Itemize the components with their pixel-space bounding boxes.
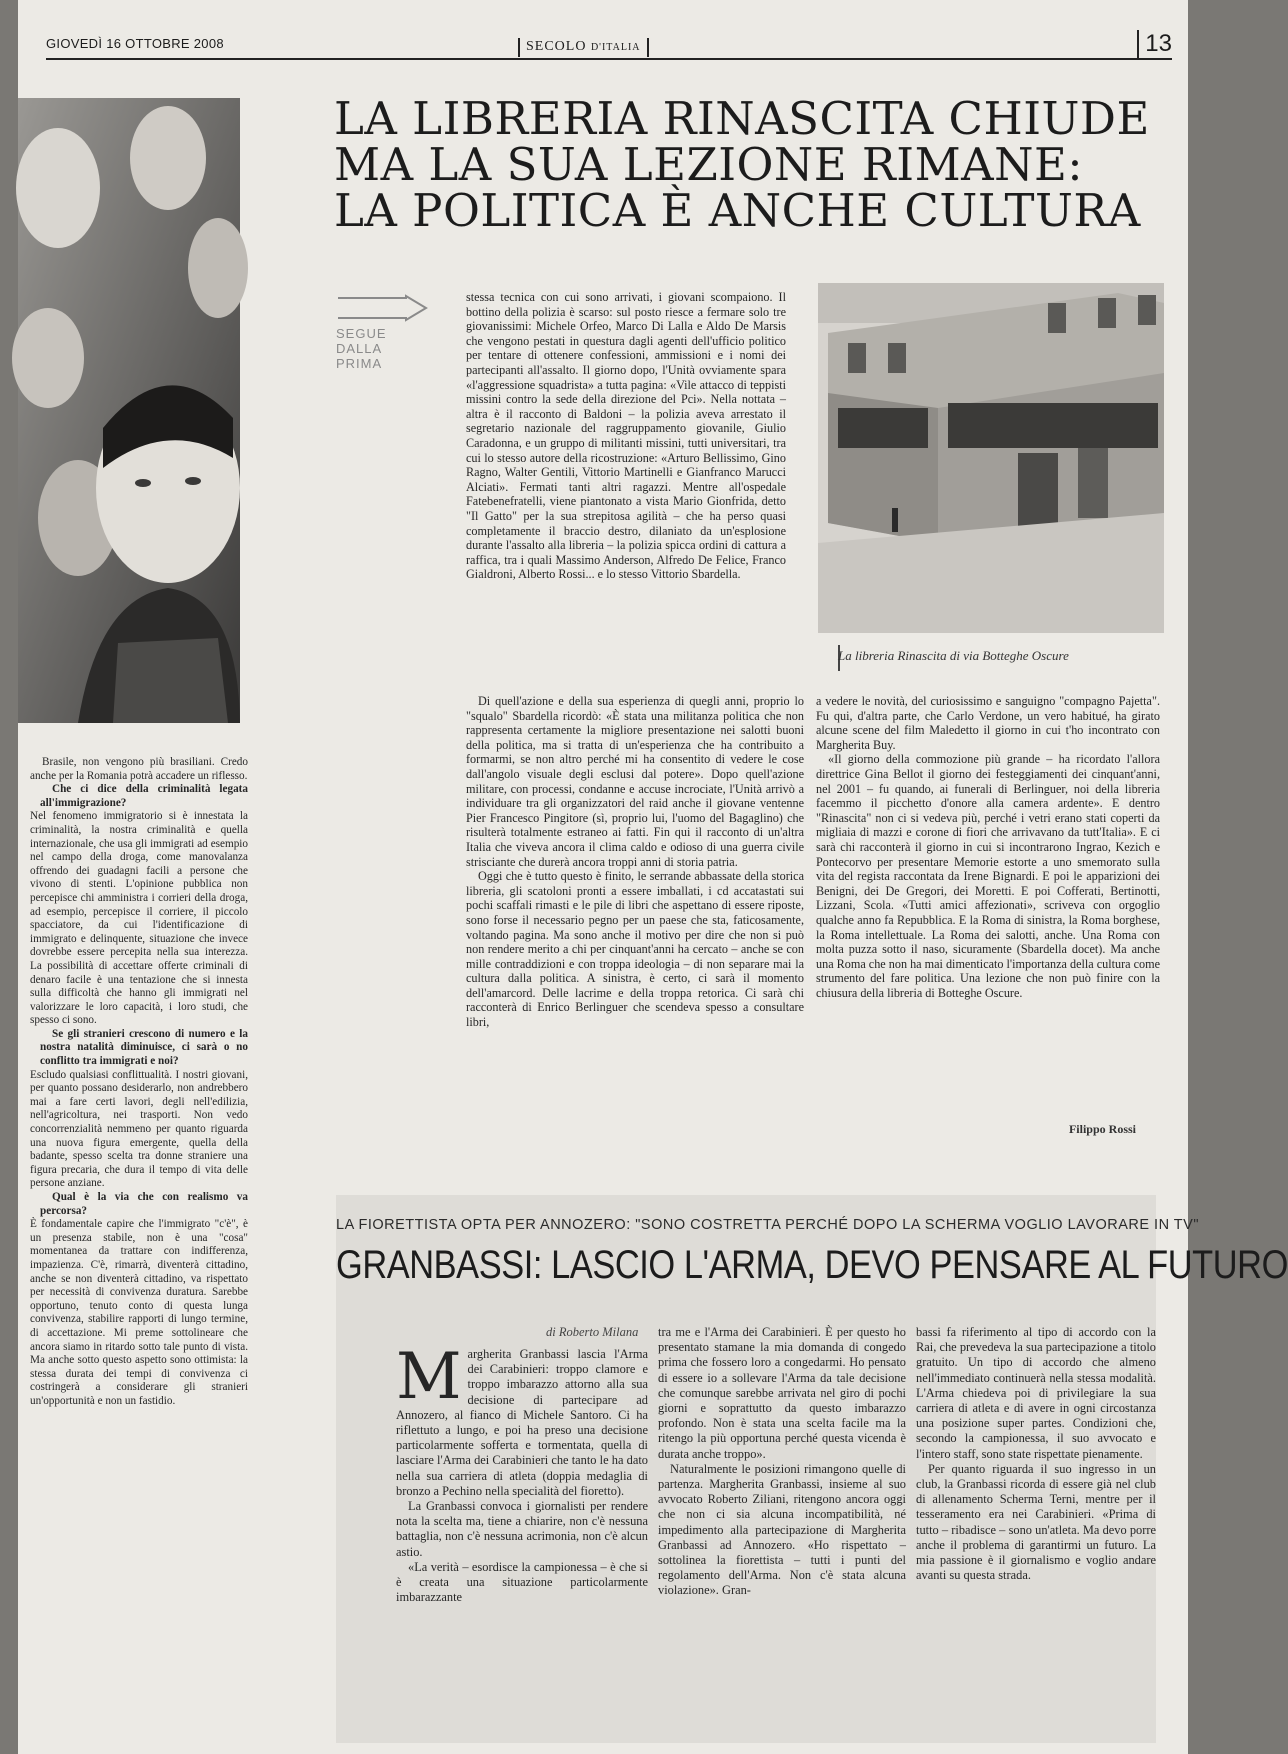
main-article-column-1 (466, 290, 786, 690)
article-paragraph: bassi fa riferimento al tipo di accordo con la Rai, che prevedeva la sua partecipazione a titolo gratuito. Un tipo di accordo che almeno nell'immediato continuerà nella stessa modalità. L'Arma chiedeva poi di privilegiare la sua carriera di atleta e di avere in ogni circostanza una posizione super partes. Condizioni che, secondo la campionessa, il suo avvocato e l'intero staff, sono state rispettate pienamente. (916, 1325, 1156, 1461)
main-headline (334, 92, 1154, 237)
interview-answer: Nel fenomeno immigratorio si è innestata la criminalità, la nostra criminalità e quella internazionale, che usa gli immigrati ad esempio nel campo della droga, come manovalanza offrendo dei guadagni facili a persone che vivono di stenti. L'opinione pubblica non percepisce chi amministra i corrieri della droga, ad esempio, percepisce il corriere, il piccolo spacciatore, da cui l'identificazione di immigrato e delinquente, situazione che invece dovrebbe essere percepita nella sua interezza. La possibilità di accettare offerte criminali di denaro facile è una tentazione che si innesta sulla difficoltà che hanno gli immigrati nel valorizzare le loro capacità, i loro studi, che spesso ci sono. (30, 810, 248, 1027)
main-article-paragraph: a vedere le novità, del curiosissimo e sanguigno "compagno Pajetta". Fu qui, d'altra parte, che Carlo Verdone, un vero habitué, ha girato alcune scene del film Maledetto il giorno in cui t'ho incontrato con Margherita Buy. (816, 694, 1160, 752)
masthead-rule (46, 58, 1172, 60)
article-paragraph: Per quanto riguarda il suo ingresso in un club, la Granbassi ricorda di essere già nel club di allenamento Scherma Terni, mentre per il tesseramento era nei Carabinieri. «Prima di tutto – ribadisce – sono un'atleta. Ma devo porre anche il problema di garantirmi un futuro. La mia passione è il giornalismo e voglio andare avanti su questa strada. (916, 1461, 1156, 1583)
drop-cap: M (396, 1340, 462, 1414)
photo-caption: La libreria Rinascita di via Botteghe Oscure (838, 648, 1069, 663)
article-paragraph: Naturalmente le posizioni rimangono quelle di partenza. Margherita Granbassi, insieme al suo avvocato Roberto Ziliani, ritengono ancora oggi che non ci sia alcuna incompatibilità, né impedimento alla partecipazione di Margherita Granbassi ad Annozero. «Ho rispettato – sottolinea la fiorettista – tutti i punti del regolamento dell'Arma. Non c'è stata alcuna violazione». Gran- (658, 1461, 906, 1598)
main-article-text: stessa tecnica con cui sono arrivati, i giovani scompaiono. Il bottino della polizia è scarso: sul posto riesce a fermare solo tre giovanissimi: Michele Orfeo, Marco Di Lalla e Aldo De Marsis che vengono pestati in questura dagli agenti dell'ufficio politico per tentare di ottenere confessioni, ammissioni e i nomi dei partecipanti all'assalto. Il giorno dopo, l'Unità ovviamente spara «l'aggressione squadrista» a tutta pagina: «Vile attacco di teppisti missini contro la sede della direzione del Pci». Nella nottata – altra è il racconto di Baldoni – la polizia aveva arrestato il segretario nazionale del raggruppamento giovanile, Giulio Caradonna, e un gruppo di militanti missini, tutti universitari, tra cui lo stesso autore della ricostruzione: «Arturo Bellissimo, Gino Ragno, Walter Gentili, Vittorio Martinelli e Gianfranco Marucci Alciati». Fermati tanti altri ragazzi. Mentre all'ospedale Fatebenefratelli, viene piantonato a vista Mario Gionfrida, detto "Il Gatto" per la sua strepitosa agilità – che ha perso quasi completamente il braccio destro, dilaniato da un'esplosione durante l'assalto alla libreria – la polizia spicca ordini di cattura a raffica, tra i quali Massimo Anderson, Alfredo De Felice, Franco Gialdroni, Alberto Rossi... e lo stesso Vittorio Sbardella. (466, 290, 786, 582)
headline-line-2: MA LA SUA LEZIONE RIMANE: (334, 138, 1084, 191)
headline-line-1: LA LIBRERIA RINASCITA CHIUDE (334, 92, 1150, 145)
main-article-paragraph: «Il giorno della commozione più grande – ha ricordato l'allora direttrice Gina Bellot il giorno dei festeggiamenti dei cinquant'anni, nel 2001 – fu quando, ai funerali di Berlinguer, noi della libreria facemmo il picchetto d'onore alla camera ardente». E dentro "Rinascita" non ci si vedeva più, perché i vetri erano stati coperti da migliaia di mazzi e corone di fiori che arrivavano da tutt'Italia». E ci sarà chi racconterà il giorno in cui si incontrarono Ingrao, Kezich e Pontecorvo per presentare Memorie estorte a uno smemorato sulla vita del regista raccontata da Irene Bignardi. E poi le apparizioni dei Benigni, dei De Gregori, dei Moretti. E poi Cofferati, Bertinotti, Lizzani, Scola. «Tutti amici affezionati», scriveva con orgoglio qualche anno fa Repubblica. E la Roma di sinistra, la Roma borghese, la Roma intellettuale. La Roma dei salotti, anche. Una Roma con molta puzza sotto il naso, sicuramente (Sbardella docet). Ma anche una Roma che non ha mai dimenticato l'importanza della cultura come strumento del fare politica. Una lezione che non può finire con la chiusura della libreria di Botteghe Oscure. (816, 752, 1160, 1000)
newspaper-page (18, 0, 1288, 1754)
article-kicker: LA FIORETTISTA OPTA PER ANNOZERO: "SONO COSTRETTA PERCHÉ DOPO LA SCHERMA VOGLIO LAVORARE IN TV" (336, 1217, 1199, 1233)
granbassi-column-2 (658, 1325, 906, 1735)
masthead (32, 24, 1172, 74)
article-paragraph: argherita Granbassi lascia l'Arma dei Carabinieri: troppo clamore e troppo imbarazzo attorno alla sua decisione di partecipare ad Annozero, al fianco di Michele Santoro. Ci ha riflettuto a lungo, e poi ha preso una decisione particolarmente sofferta e tormentata, quella di lasciare l'Arma dei Carabinieri che tanto le ha dato nella sua carriera di atleta (doppia medaglia di bronzo a Pechino nella specialità del fioretto). (396, 1347, 648, 1498)
interview-question: Che ci dice della criminalità legata all'immigrazione? (40, 783, 248, 809)
newspaper-title (518, 38, 649, 57)
headline-line-3: LA POLITICA È ANCHE CULTURA (334, 184, 1141, 237)
main-article-paragraph: Di quell'azione e della sua esperienza di quegli anni, proprio lo "squalo" Sbardella ricordò: «È stata una militanza politica che non rappresenta certamente la migliore presentazione nei salotti buoni della politica, ma si tratta di un'esperienza che ha contribuito a formarmi, se non altro perché mi ha consentito di vedere le cose dall'angolo visuale degli esclusi dal potere». Dopo quell'azione militare, con processi, condanne e accuse incrociate, l'Unità arrivò a individuare tra gli organizzatori del raid anche il giovane ventenne Pier Francesco Pingitore (sì, proprio lui, l'uomo del Bagaglino) che risulterà totalmente estraneo ai fatti. Fin qui il racconto di un'altra Italia che viveva ancora il clima caldo e odioso di una guerra civile strisciante che durerà ancora troppi anni di storia patria. (466, 694, 804, 869)
author-byline: Filippo Rossi (1068, 1122, 1136, 1136)
granbassi-column-1 (396, 1340, 648, 1733)
granbassi-column-3 (916, 1325, 1156, 1735)
interview-answer: È fondamentale capire che l'immigrato "c'è", è un presenza stabile, non è una "cosa" momentanea da trattare con indifferenza, impazienza. C'è, rimarrà, diventerà cittadino, anche se non diventerà cittadino, va rispettato per necessità di convivenza duratura. Sarebbe opportuno, tenuto conto di questa lunga convivenza, stabilire rapporti di lungo termine, di accettazione. Mi preme sottolineare che ancora siamo in ritardo sotto tale punto di vista. Ma anche sotto questo aspetto sono ottimista: la stessa durata dei tempi di convivenza ci costringerà a considerare gli stranieri un'opportunità e non un fastidio. (30, 1218, 248, 1407)
arrow-right-icon (336, 296, 430, 324)
newspaper-title-main: SECOLO (526, 39, 587, 54)
article-paragraph: «La verità – esordisce la campionessa – è che si è creata una situazione particolarmente imbarazzante (396, 1559, 648, 1605)
main-article-paragraph: Oggi che è tutto questo è finito, le serrande abbassate della storica libreria, gli scatoloni pronti a essere imballati, i cd accatastati sui pochi scaffali rimasti e le pile di libri che aspettano di essere riposte, sono forse il necessario pegno per un paese che sta, faticosamente, voltando pagina. Ma sono anche il motivo per dire che non si può non rendere merito a chi per cinquant'anni ha cercato – anche se con mille contraddizioni e con troppa ideologia – di non separare mai la cultura dalla politica. A sinistra, è certo, ci sarà il momento dell'amarcord. Delle lacrime e della troppa retorica. Ci sarà chi racconterà di Enrico Berlinguer che scendeva spesso a consultare libri, (466, 869, 804, 1030)
article-byline: di Roberto Milana (546, 1325, 639, 1339)
interview-column (30, 756, 248, 1746)
article-paragraph: tra me e l'Arma dei Carabinieri. È per questo ho presentato stamane la mia domanda di congedo prima che fossero loro a congedarmi. Ho pensato di essere io a sollevare l'Arma da tale decisione che comunque sarebbe arrivata nel giro di pochi giorni e soprattutto da questo imbarazzo profondo. Non è stata una scelta facile ma la ritengo la più opportuna perché questa vicenda è durata anche troppo». (658, 1325, 906, 1461)
article-paragraph: La Granbassi convoca i giornalisti per rendere nota la scelta ma, tiene a chiarire, non c'è nessuna battaglia, non c'è nessuna acrimonia, non c'è alcun astio. (396, 1499, 648, 1559)
issue-date: GIOVEDÌ 16 OTTOBRE 2008 (46, 36, 224, 51)
interview-answer: Escludo qualsiasi conflittualità. I nostri giovani, per quanto possano desiderarlo, non andrebbero mai a fare certi lavori, degli nell'edilizia, nell'agricoltura, nei trasporti. Non vedo concorrenzialità nemmeno per quanto riguarda una nuova figura emergente, quella della badante, spesso scelta tra donne straniere una figura precaria, che dura il tempo di vita delle persone anziane. (30, 1068, 248, 1190)
article-headline: GRANBASSI: LASCIO L'ARMA, DEVO PENSARE AL FUTURO (336, 1243, 1288, 1287)
newspaper-title-small: D'ITALIA (590, 42, 641, 53)
granbassi-article (336, 1195, 1288, 1743)
main-article-column-2 (466, 694, 804, 1182)
main-article-column-3 (816, 694, 1160, 1164)
page-number: 13 (1137, 30, 1172, 58)
interview-intro: Brasile, non vengono più brasiliani. Credo anche per la Romania potrà accadere un riflesso. (30, 756, 248, 782)
continued-from-front-tag: SEGUE DALLA PRIMA (336, 326, 387, 371)
interview-question: Se gli stranieri crescono di numero e la nostra natalità diminuisce, ci sarà o no conflitto tra immigrati e noi? (40, 1027, 248, 1068)
interview-question: Qual è la via che con realismo va percorsa? (40, 1191, 248, 1217)
crowd-photo (18, 98, 240, 723)
bookstore-photo (818, 283, 1164, 633)
